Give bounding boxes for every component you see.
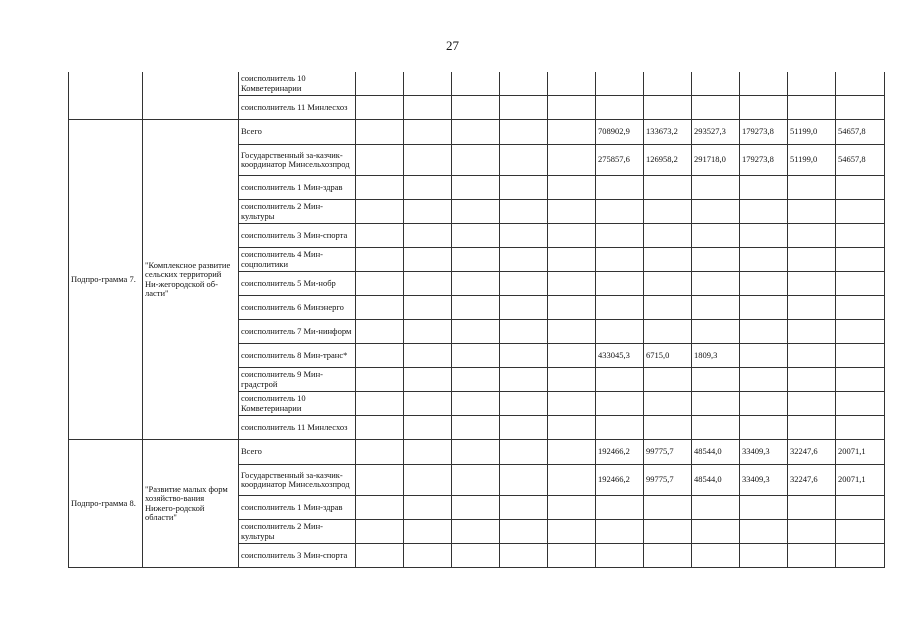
value-cell: 275857,6	[596, 145, 644, 176]
value-cell	[548, 176, 596, 200]
value-cell	[500, 544, 548, 568]
value-cell: 192466,2	[596, 440, 644, 465]
value-cell	[356, 392, 404, 416]
value-cell: 20071,1	[836, 465, 885, 496]
subprogram-finance-table	[68, 72, 885, 568]
value-cell	[692, 224, 740, 248]
value-cell	[404, 120, 452, 145]
value-cell: 293527,3	[692, 120, 740, 145]
value-cell	[404, 296, 452, 320]
executor-cell: соисполнитель 6 Минэнерго	[239, 296, 356, 320]
value-cell	[644, 248, 692, 272]
value-cell	[740, 544, 788, 568]
value-cell: 48544,0	[692, 440, 740, 465]
value-cell	[596, 296, 644, 320]
value-cell	[836, 496, 885, 520]
value-cell	[788, 200, 836, 224]
executor-cell: соисполнитель 4 Мин-соцполитики	[239, 248, 356, 272]
value-cell	[500, 520, 548, 544]
value-cell	[836, 200, 885, 224]
value-cell	[788, 544, 836, 568]
value-cell	[836, 392, 885, 416]
value-cell: 192466,2	[596, 465, 644, 496]
value-cell	[500, 440, 548, 465]
value-cell	[596, 248, 644, 272]
value-cell	[548, 392, 596, 416]
executor-cell: соисполнитель 1 Мин-здрав	[239, 176, 356, 200]
executor-cell: соисполнитель 10 Комветеринарии	[239, 392, 356, 416]
value-cell	[644, 496, 692, 520]
value-cell	[500, 224, 548, 248]
value-cell	[356, 296, 404, 320]
value-cell: 708902,9	[596, 120, 644, 145]
value-cell	[404, 440, 452, 465]
executor-cell: соисполнитель 1 Мин-здрав	[239, 496, 356, 520]
value-cell	[452, 496, 500, 520]
value-cell	[740, 416, 788, 440]
executor-cell: соисполнитель 3 Мин-спорта	[239, 224, 356, 248]
value-cell	[500, 465, 548, 496]
value-cell	[404, 145, 452, 176]
value-cell	[740, 200, 788, 224]
value-cell	[836, 344, 885, 368]
value-cell: 32247,6	[788, 440, 836, 465]
value-cell: 54657,8	[836, 120, 885, 145]
value-cell	[788, 344, 836, 368]
value-cell: 6715,0	[644, 344, 692, 368]
value-cell: 179273,8	[740, 145, 788, 176]
value-cell	[356, 520, 404, 544]
value-cell	[356, 72, 404, 96]
value-cell	[836, 272, 885, 296]
value-cell	[500, 96, 548, 120]
value-cell	[596, 224, 644, 248]
value-cell	[788, 248, 836, 272]
value-cell	[548, 120, 596, 145]
value-cell	[692, 416, 740, 440]
value-cell	[356, 544, 404, 568]
value-cell	[836, 320, 885, 344]
subprogram-label: Подпро-грамма 8.	[69, 440, 143, 568]
value-cell	[740, 176, 788, 200]
value-cell	[500, 145, 548, 176]
value-cell	[356, 440, 404, 465]
subprogram-name	[143, 72, 239, 120]
value-cell	[740, 96, 788, 120]
value-cell	[356, 120, 404, 145]
value-cell	[644, 200, 692, 224]
value-cell	[500, 320, 548, 344]
value-cell	[740, 296, 788, 320]
value-cell	[404, 72, 452, 96]
value-cell	[500, 176, 548, 200]
value-cell	[500, 392, 548, 416]
value-cell	[356, 176, 404, 200]
value-cell	[500, 72, 548, 96]
value-cell	[740, 320, 788, 344]
value-cell	[644, 72, 692, 96]
value-cell	[548, 145, 596, 176]
value-cell	[548, 72, 596, 96]
value-cell	[692, 96, 740, 120]
value-cell	[740, 248, 788, 272]
value-cell	[452, 96, 500, 120]
value-cell	[836, 72, 885, 96]
value-cell	[548, 320, 596, 344]
value-cell	[644, 176, 692, 200]
table-row	[69, 72, 885, 96]
value-cell	[644, 416, 692, 440]
value-cell	[548, 344, 596, 368]
value-cell	[740, 72, 788, 96]
value-cell: 54657,8	[836, 145, 885, 176]
value-cell	[740, 520, 788, 544]
executor-cell: соисполнитель 2 Мин-культуры	[239, 200, 356, 224]
value-cell: 48544,0	[692, 465, 740, 496]
value-cell	[836, 96, 885, 120]
value-cell	[596, 520, 644, 544]
value-cell	[644, 544, 692, 568]
value-cell	[644, 272, 692, 296]
value-cell	[356, 465, 404, 496]
value-cell	[452, 200, 500, 224]
value-cell	[788, 520, 836, 544]
value-cell	[452, 72, 500, 96]
value-cell	[692, 520, 740, 544]
value-cell	[788, 72, 836, 96]
value-cell	[452, 416, 500, 440]
value-cell	[500, 248, 548, 272]
value-cell: 433045,3	[596, 344, 644, 368]
value-cell	[788, 272, 836, 296]
value-cell	[452, 440, 500, 465]
value-cell	[452, 392, 500, 416]
value-cell	[404, 520, 452, 544]
value-cell: 179273,8	[740, 120, 788, 145]
value-cell	[740, 224, 788, 248]
value-cell	[692, 200, 740, 224]
value-cell	[788, 496, 836, 520]
value-cell	[788, 368, 836, 392]
value-cell	[836, 520, 885, 544]
value-cell	[404, 344, 452, 368]
value-cell	[692, 176, 740, 200]
value-cell	[548, 544, 596, 568]
value-cell	[356, 248, 404, 272]
value-cell: 32247,6	[788, 465, 836, 496]
value-cell	[548, 224, 596, 248]
executor-cell: Государственный за-казчик-координатор Минсельхозпрод	[239, 145, 356, 176]
value-cell	[644, 224, 692, 248]
value-cell	[644, 320, 692, 344]
value-cell	[548, 520, 596, 544]
value-cell	[548, 200, 596, 224]
value-cell: 33409,3	[740, 440, 788, 465]
value-cell	[548, 96, 596, 120]
value-cell: 133673,2	[644, 120, 692, 145]
value-cell	[356, 272, 404, 296]
value-cell	[548, 296, 596, 320]
value-cell	[596, 96, 644, 120]
value-cell	[836, 176, 885, 200]
value-cell	[404, 200, 452, 224]
value-cell	[740, 344, 788, 368]
subprogram-name: "Комплексное развитие сельских территорий Ни-жегородской об-ласти"	[143, 120, 239, 440]
value-cell	[692, 544, 740, 568]
value-cell: 126958,2	[644, 145, 692, 176]
value-cell	[836, 544, 885, 568]
value-cell	[500, 496, 548, 520]
value-cell	[692, 320, 740, 344]
executor-cell: соисполнитель 8 Мин-транс*	[239, 344, 356, 368]
value-cell	[548, 496, 596, 520]
value-cell	[644, 392, 692, 416]
value-cell	[404, 496, 452, 520]
value-cell	[548, 416, 596, 440]
subprogram-name: "Развитие малых форм хозяйство-вания Нижего-родской области"	[143, 440, 239, 568]
page-number: 27	[446, 38, 459, 53]
value-cell	[548, 248, 596, 272]
subprogram-label	[69, 72, 143, 120]
value-cell	[596, 272, 644, 296]
value-cell	[452, 520, 500, 544]
value-cell	[740, 496, 788, 520]
value-cell	[788, 416, 836, 440]
executor-cell: соисполнитель 5 Ми-нобр	[239, 272, 356, 296]
value-cell	[452, 465, 500, 496]
table-row	[69, 440, 885, 465]
value-cell	[404, 544, 452, 568]
value-cell	[404, 96, 452, 120]
value-cell: 33409,3	[740, 465, 788, 496]
value-cell	[596, 544, 644, 568]
value-cell	[500, 200, 548, 224]
value-cell	[692, 272, 740, 296]
value-cell	[740, 368, 788, 392]
value-cell	[404, 176, 452, 200]
value-cell	[596, 392, 644, 416]
executor-cell: Всего	[239, 440, 356, 465]
value-cell	[644, 520, 692, 544]
value-cell	[692, 72, 740, 96]
executor-cell: соисполнитель 10 Комветеринарии	[239, 72, 356, 96]
value-cell	[452, 344, 500, 368]
value-cell	[692, 296, 740, 320]
value-cell	[452, 248, 500, 272]
value-cell	[356, 496, 404, 520]
value-cell	[596, 176, 644, 200]
value-cell	[452, 176, 500, 200]
value-cell	[452, 368, 500, 392]
value-cell	[788, 392, 836, 416]
value-cell	[500, 416, 548, 440]
value-cell	[692, 496, 740, 520]
value-cell	[548, 272, 596, 296]
value-cell: 99775,7	[644, 465, 692, 496]
value-cell	[404, 320, 452, 344]
value-cell	[836, 416, 885, 440]
subprogram-label: Подпро-грамма 7.	[69, 120, 143, 440]
value-cell	[500, 272, 548, 296]
value-cell	[404, 465, 452, 496]
value-cell	[692, 248, 740, 272]
executor-cell: Всего	[239, 120, 356, 145]
value-cell	[788, 224, 836, 248]
value-cell	[788, 296, 836, 320]
value-cell	[692, 368, 740, 392]
value-cell: 1809,3	[692, 344, 740, 368]
value-cell	[452, 145, 500, 176]
value-cell: 99775,7	[644, 440, 692, 465]
executor-cell: соисполнитель 11 Минлесхоз	[239, 416, 356, 440]
value-cell	[788, 96, 836, 120]
value-cell	[452, 296, 500, 320]
value-cell	[836, 368, 885, 392]
value-cell	[644, 96, 692, 120]
value-cell	[500, 296, 548, 320]
value-cell	[452, 272, 500, 296]
value-cell	[836, 296, 885, 320]
executor-cell: соисполнитель 2 Мин-культуры	[239, 520, 356, 544]
value-cell	[788, 320, 836, 344]
value-cell	[740, 392, 788, 416]
value-cell	[404, 248, 452, 272]
value-cell	[548, 465, 596, 496]
value-cell	[788, 176, 836, 200]
value-cell: 51199,0	[788, 120, 836, 145]
value-cell	[356, 224, 404, 248]
value-cell	[596, 416, 644, 440]
value-cell: 51199,0	[788, 145, 836, 176]
executor-cell: соисполнитель 7 Ми-нинформ	[239, 320, 356, 344]
value-cell	[548, 440, 596, 465]
value-cell	[596, 496, 644, 520]
value-cell	[596, 72, 644, 96]
value-cell	[596, 320, 644, 344]
value-cell: 291718,0	[692, 145, 740, 176]
value-cell	[692, 392, 740, 416]
value-cell	[644, 296, 692, 320]
value-cell	[452, 120, 500, 145]
value-cell	[356, 145, 404, 176]
value-cell	[452, 544, 500, 568]
value-cell	[836, 248, 885, 272]
value-cell	[356, 200, 404, 224]
value-cell	[500, 120, 548, 145]
executor-cell: соисполнитель 9 Мин-градстрой	[239, 368, 356, 392]
value-cell	[404, 368, 452, 392]
value-cell	[596, 200, 644, 224]
table-row	[69, 120, 885, 145]
value-cell	[836, 224, 885, 248]
value-cell	[356, 368, 404, 392]
value-cell	[404, 392, 452, 416]
value-cell	[452, 320, 500, 344]
executor-cell: Государственный за-казчик-координатор Минсельхозпрод	[239, 465, 356, 496]
value-cell	[356, 344, 404, 368]
value-cell	[356, 320, 404, 344]
value-cell	[356, 96, 404, 120]
value-cell	[500, 344, 548, 368]
value-cell	[404, 416, 452, 440]
value-cell	[500, 368, 548, 392]
value-cell	[404, 224, 452, 248]
value-cell	[740, 272, 788, 296]
value-cell	[644, 368, 692, 392]
value-cell: 20071,1	[836, 440, 885, 465]
value-cell	[404, 272, 452, 296]
value-cell	[356, 416, 404, 440]
value-cell	[548, 368, 596, 392]
executor-cell: соисполнитель 11 Минлесхоз	[239, 96, 356, 120]
executor-cell: соисполнитель 3 Мин-спорта	[239, 544, 356, 568]
value-cell	[452, 224, 500, 248]
value-cell	[596, 368, 644, 392]
